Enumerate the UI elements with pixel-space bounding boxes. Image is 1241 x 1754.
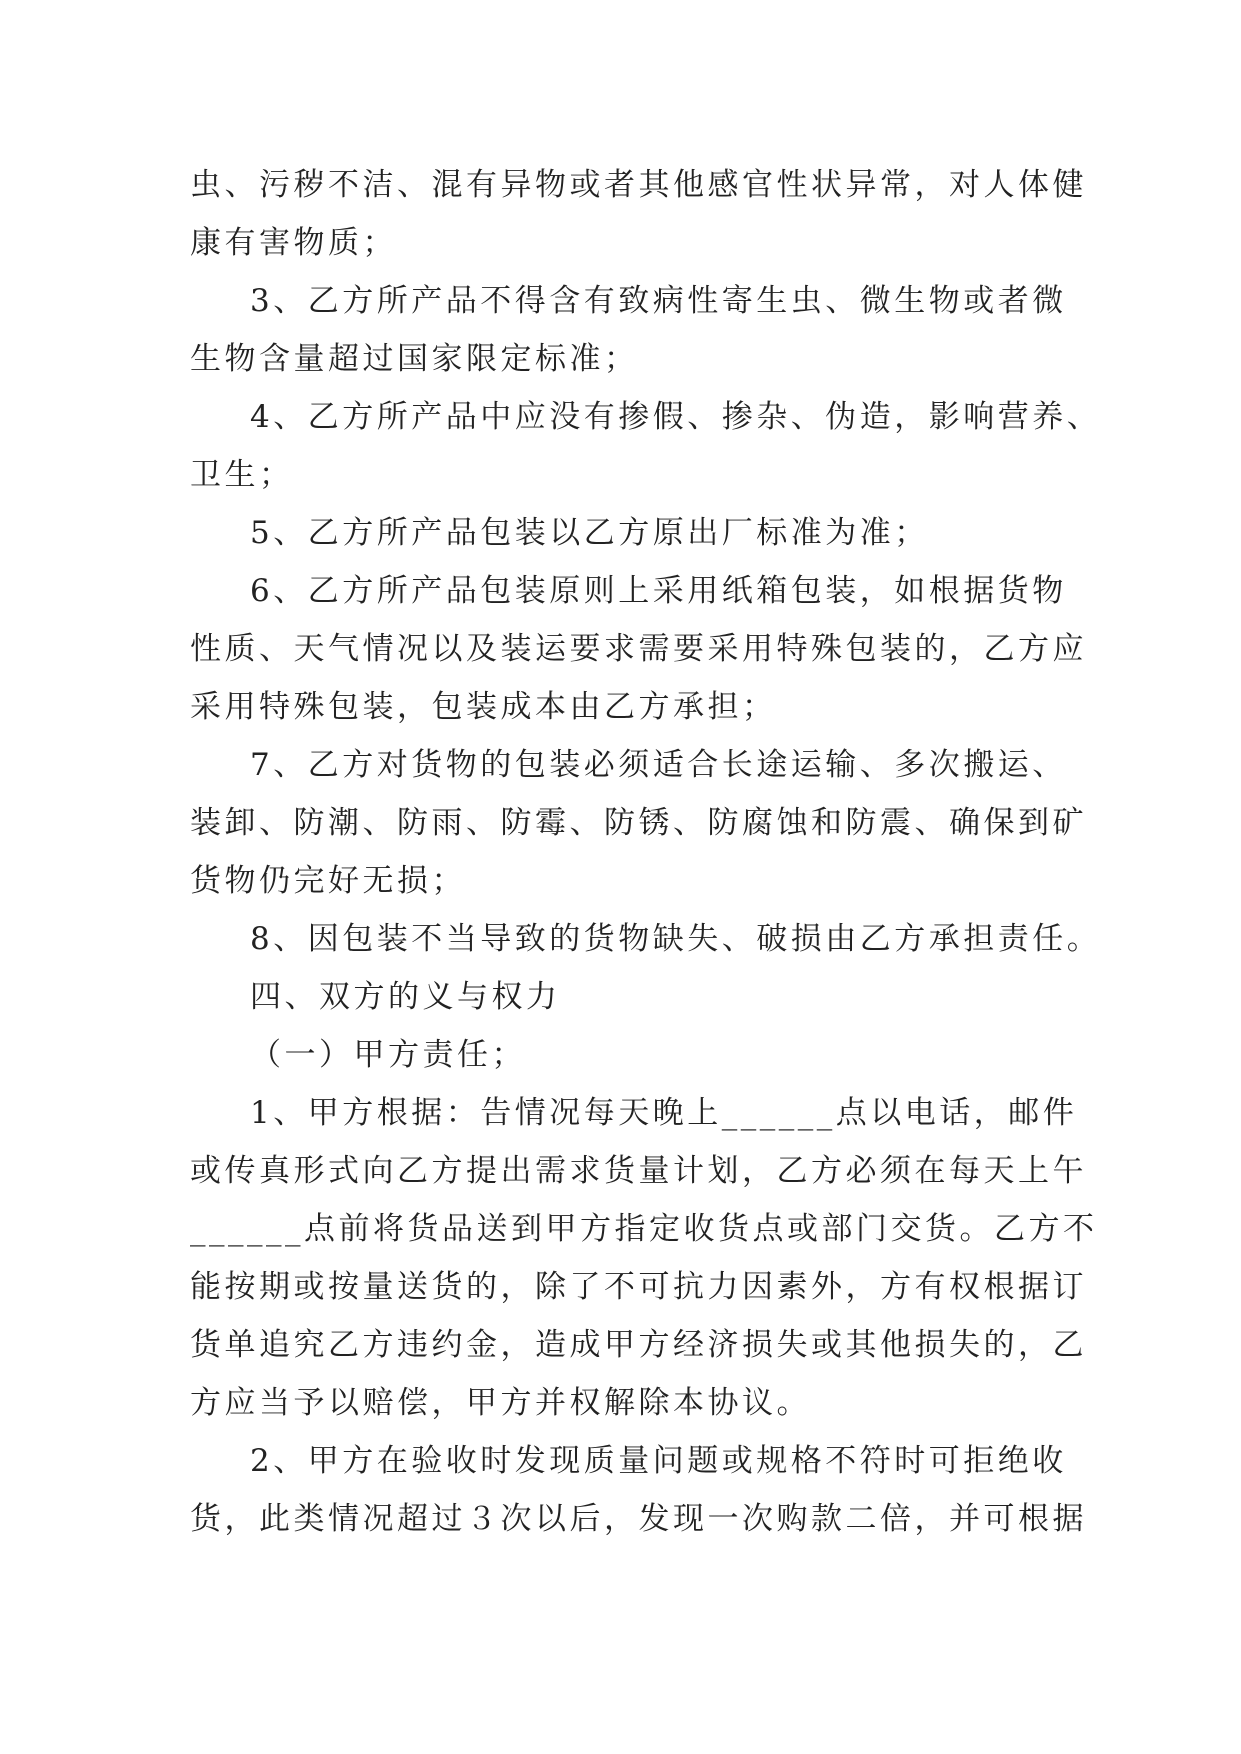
text-line: 6、乙方所产品包装原则上采用纸箱包装，如根据货物 <box>250 573 1067 609</box>
text-line: 能按期或按量送货的，除了不可抗力因素外，方有权根据订 <box>190 1269 1087 1305</box>
text-line: 装卸、防潮、防雨、防霉、防锈、防腐蚀和防震、确保到矿 <box>190 805 1087 841</box>
text-line: 卫生； <box>190 457 294 493</box>
text-line: ______点前将货品送到甲方指定收货点或部门交货。乙方不 <box>190 1211 1098 1247</box>
text-line: 7、乙方对货物的包装必须适合长途运输、多次搬运、 <box>250 747 1067 783</box>
text-line: 1、甲方根据：告情况每天晚上______点以电话，邮件 <box>250 1095 1078 1131</box>
text-line: 康有害物质； <box>190 225 397 261</box>
text-line: 或传真形式向乙方提出需求货量计划，乙方必须在每天上午 <box>190 1153 1087 1189</box>
text-line: 货物仍完好无损； <box>190 863 466 899</box>
text-line: 2、甲方在验收时发现质量问题或规格不符时可拒绝收 <box>250 1443 1067 1479</box>
text-line: 方应当予以赔偿，甲方并权解除本协议。 <box>190 1385 811 1421</box>
text-line: 4、乙方所产品中应没有掺假、掺杂、伪造，影响营养、 <box>250 399 1102 435</box>
text-line: 货单追究乙方违约金，造成甲方经济损失或其他损失的，乙 <box>190 1327 1087 1363</box>
text-line: 性质、天气情况以及装运要求需要采用特殊包装的，乙方应 <box>190 631 1087 667</box>
text-line: 生物含量超过国家限定标准； <box>190 341 639 377</box>
subsection-heading: （一）甲方责任； <box>250 1037 526 1073</box>
text-line: 货，此类情况超过３次以后，发现一次购款二倍，并可根据 <box>190 1501 1087 1537</box>
text-line: 3、乙方所产品不得含有致病性寄生虫、微生物或者微 <box>250 283 1067 319</box>
text-line: 8、因包装不当导致的货物缺失、破损由乙方承担责任。 <box>250 921 1102 957</box>
text-line: 采用特殊包装，包装成本由乙方承担； <box>190 689 777 725</box>
text-line: 5、乙方所产品包装以乙方原出厂标准为准； <box>250 515 929 551</box>
section-heading: 四、双方的义与权力 <box>250 979 561 1015</box>
text-line: 虫、污秽不洁、混有异物或者其他感官性状异常，对人体健 <box>190 167 1087 203</box>
